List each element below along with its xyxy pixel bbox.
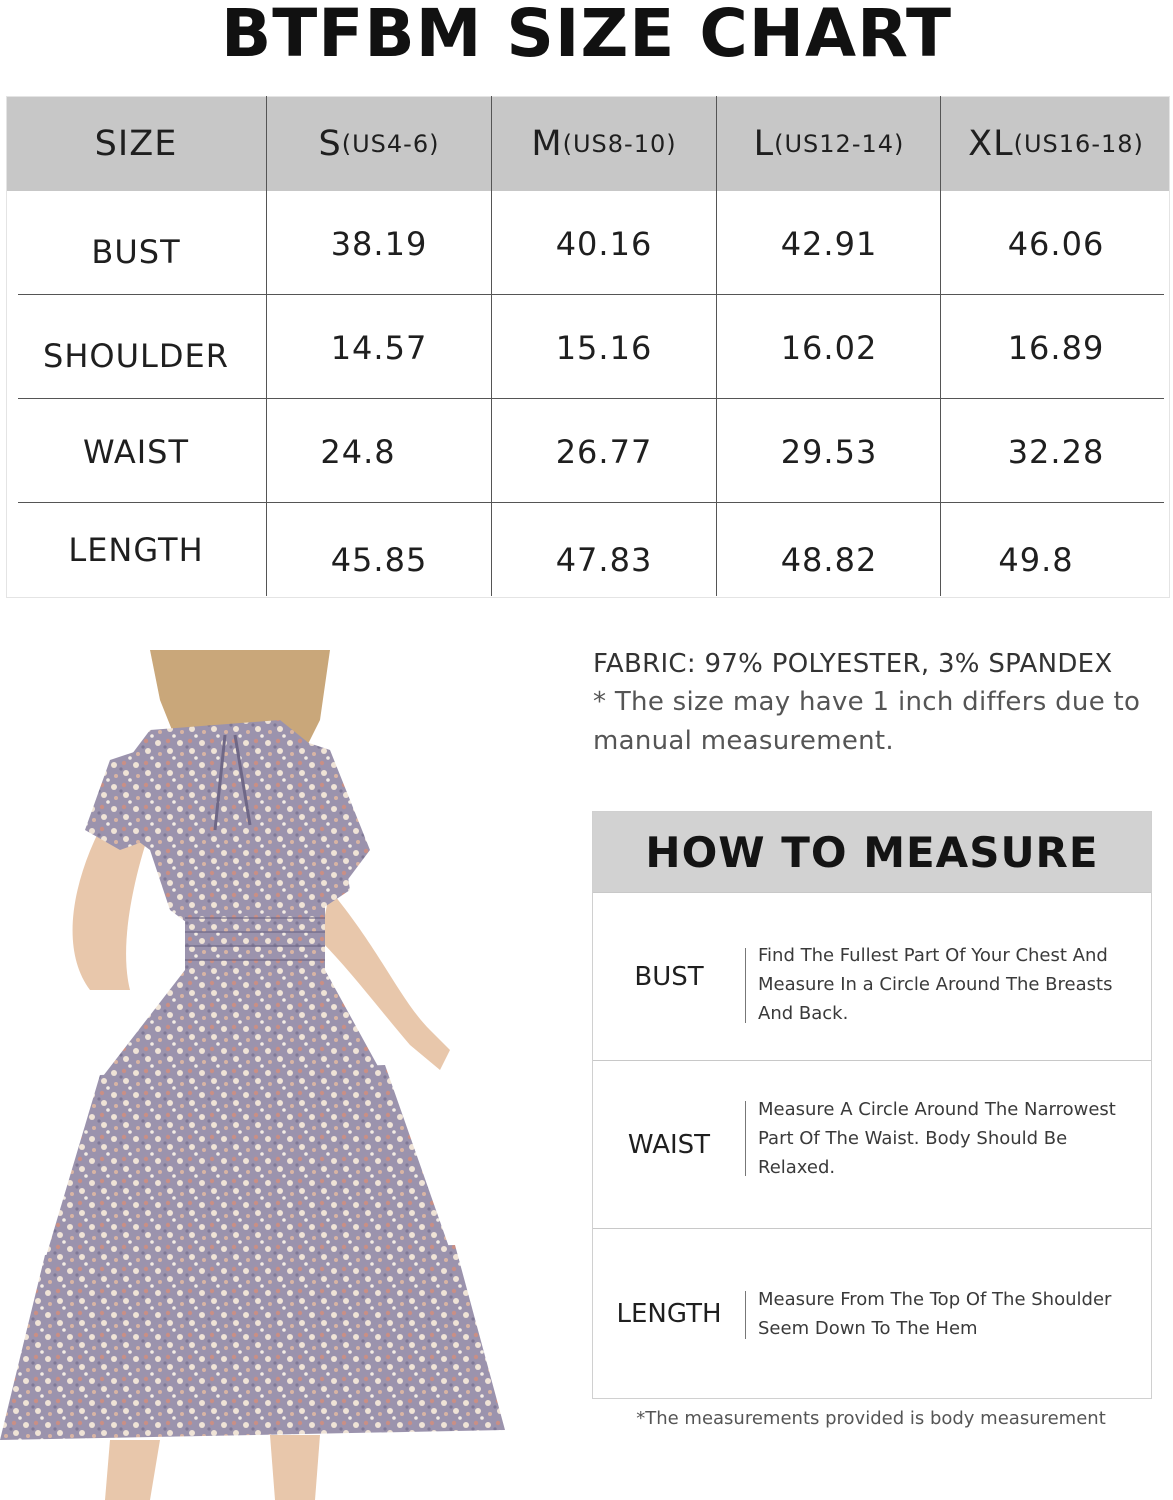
how-to-measure-title: HOW TO MEASURE: [593, 812, 1151, 892]
fabric-info: FABRIC: 97% POLYESTER, 3% SPANDEX: [593, 649, 1113, 679]
table-cell: 40.16: [555, 224, 653, 263]
dress-skirt-tier: [100, 970, 380, 1080]
table-row-length: [6, 504, 1170, 596]
table-cell: 46.06: [1007, 224, 1105, 263]
header-size-m: [492, 96, 716, 191]
row-label: WAIST: [82, 432, 190, 471]
header-size-l: [717, 96, 941, 191]
measure-label: BUST: [634, 962, 704, 992]
size-main: M: [531, 123, 563, 164]
measurement-footnote: *The measurements provided is body measurement: [636, 1408, 1106, 1429]
size-us: (US12-14): [774, 129, 905, 158]
header-size-s: [267, 96, 491, 191]
table-cell: 48.82: [780, 541, 878, 579]
measure-instruction: Measure A Circle Around The Narrowest Part Of The Waist. Body Should Be Relaxed.: [758, 1099, 1116, 1178]
size-chart-table: [6, 96, 1170, 596]
measure-separator: [745, 1101, 746, 1176]
row-divider: [18, 294, 1164, 295]
measure-separator: [745, 1291, 746, 1339]
measure-row-length: [593, 1228, 1151, 1399]
column-divider: [716, 96, 717, 596]
column-divider: [940, 96, 941, 596]
table-cell: 14.57: [330, 328, 428, 367]
dress-sleeve: [85, 740, 175, 850]
leg: [105, 1440, 160, 1500]
dress-waist: [185, 905, 325, 975]
header-size-xl: [942, 96, 1170, 191]
measure-separator: [745, 948, 746, 1023]
size-us: (US4-6): [341, 129, 440, 158]
size-note: * The size may have 1 inch differs due to manual measurement.: [593, 687, 1141, 756]
dress-model-photo: [0, 650, 510, 1500]
size-main: L: [753, 123, 775, 164]
table-cell: 24.8: [320, 432, 396, 471]
row-label: SHOULDER: [43, 336, 229, 375]
table-cell: 15.16: [555, 328, 653, 367]
leg: [270, 1435, 320, 1500]
header-size-label: SIZE: [94, 123, 178, 164]
table-row-waist: [6, 400, 1170, 503]
row-divider: [18, 398, 1164, 399]
row-label: LENGTH: [68, 531, 204, 569]
table-header-row: [6, 96, 1170, 191]
row-label: BUST: [91, 232, 181, 271]
page-title: BTFBM SIZE CHART: [220, 0, 952, 72]
measure-instruction: Find The Fullest Part Of Your Chest And Measure In a Circle Around The Breasts And Back.: [758, 945, 1113, 1024]
table-cell: 29.53: [780, 432, 878, 471]
how-to-measure-panel: [592, 811, 1152, 1399]
column-divider: [266, 96, 267, 596]
size-us: (US8-10): [562, 129, 677, 158]
dress-skirt-tier: [45, 1065, 450, 1260]
table-row-bust: [6, 192, 1170, 295]
table-cell: 47.83: [555, 541, 653, 579]
row-divider: [18, 502, 1164, 503]
size-us: (US16-18): [1013, 129, 1144, 158]
table-cell: 45.85: [330, 541, 428, 579]
measure-label: WAIST: [627, 1130, 711, 1160]
measure-instruction: Measure From The Top Of The Shoulder Seem Down To The Hem: [758, 1289, 1112, 1339]
table-cell: 16.89: [1007, 328, 1105, 367]
table-cell: 42.91: [780, 224, 878, 263]
table-cell: 32.28: [1007, 432, 1105, 471]
column-divider: [491, 96, 492, 596]
size-main: S: [318, 123, 342, 164]
table-cell: 38.19: [330, 224, 428, 263]
table-cell: 49.8: [998, 541, 1074, 579]
table-row-shoulder: [6, 296, 1170, 399]
measure-label: LENGTH: [616, 1299, 722, 1329]
measure-row-waist: [593, 1060, 1151, 1229]
dress-skirt-tier: [0, 1245, 505, 1440]
size-main: XL: [968, 123, 1014, 164]
table-cell: 16.02: [780, 328, 878, 367]
table-cell: 26.77: [555, 432, 653, 471]
measure-row-bust: [593, 892, 1151, 1061]
